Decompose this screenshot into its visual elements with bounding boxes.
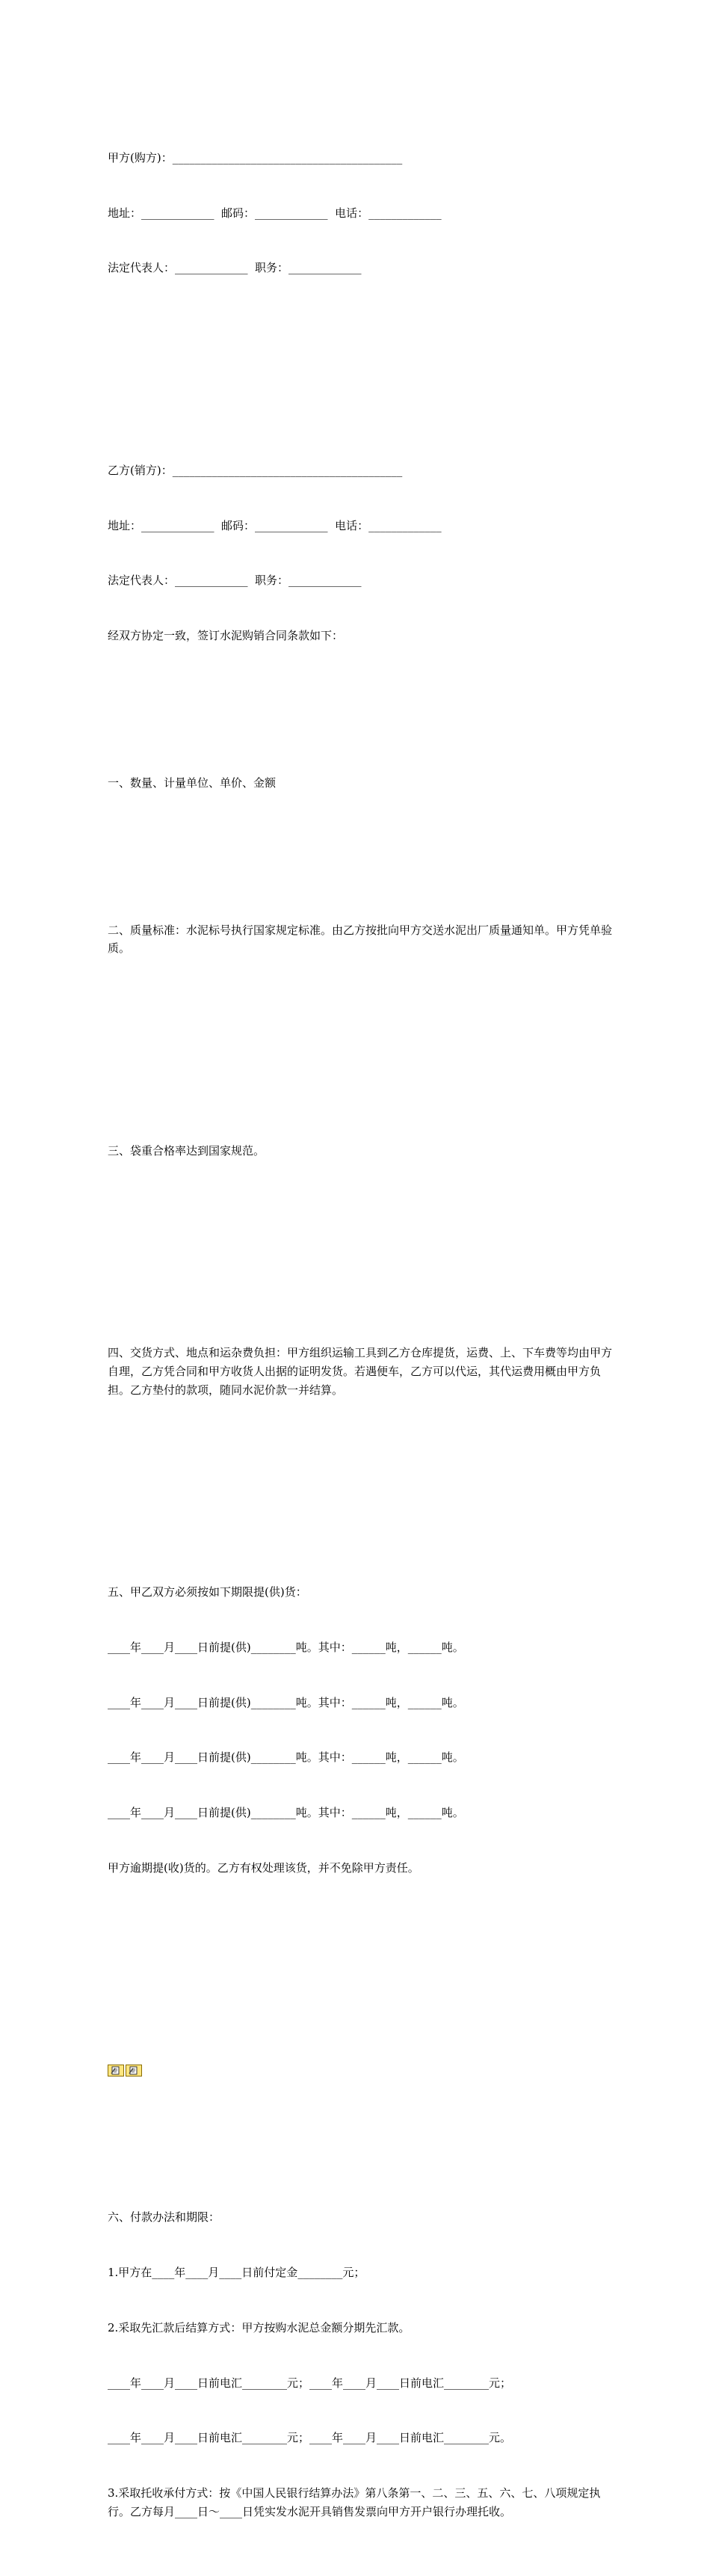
clause-5-row: ____年____月____日前提(供)________吨。其中：______吨，______吨。 — [108, 1806, 464, 1820]
clause-6-item-3: 3.采取托收承付方式：按《中国人民银行结算办法》第八条第一、二、三、五、六、七、八项规定执行。乙方每月____日～____日凭实发水泥开具销售发票向甲方开户银行办理托收。 — [108, 2486, 601, 2518]
party-b-address-line: 地址：_____________ 邮码：_____________ 电话：_____________ — [108, 518, 442, 532]
clause-1: 一、数量、计量单位、单价、金额 — [108, 775, 277, 790]
clause-4: 四、交货方式、地点和运杂费负担：甲方组织运输工具到乙方仓库提货，运费、上、下车费等均由甲方自理，乙方凭合同和甲方收货人出据的证明发货。若遇便车，乙方可以代运，其代运费用概由甲方负担。乙方垫付的款项，随同水泥价款一并结算。 — [108, 1346, 613, 1397]
party-b-name-line: 乙方(销方)：_________________________________________ — [108, 463, 403, 477]
contract-intro: 经双方协定一致，签订水泥购销合同条款如下： — [108, 629, 344, 643]
clause-2: 二、质量标准：水泥标号执行国家规定标准。由乙方按批向甲方交送水泥出厂质量通知单。甲方凭单验质。 — [108, 923, 613, 956]
clause-6-item-2-row: ____年____月____日前电汇________元；____年____月____日前电汇________元； — [108, 2376, 512, 2390]
clause-3: 三、袋重合格率达到国家规范。 — [108, 1143, 265, 1158]
clause-6-title: 六、付款办法和期限： — [108, 2210, 220, 2225]
document-icon[interactable] — [108, 2065, 124, 2077]
clause-5-title: 五、甲乙双方必须按如下期限提(供)货： — [108, 1585, 307, 1599]
party-a-name-line: 甲方(购方)：_________________________________________ — [108, 150, 403, 165]
clause-5-row: ____年____月____日前提(供)________吨。其中：______吨，______吨。 — [108, 1750, 464, 1765]
clause-5-note: 甲方逾期提(收)货的。乙方有权处理该货，并不免除甲方责任。 — [108, 1861, 419, 1875]
party-a-representative-line: 法定代表人：_____________ 职务：_____________ — [108, 261, 362, 275]
clause-5-row: ____年____月____日前提(供)________吨。其中：______吨，______吨。 — [108, 1695, 464, 1709]
contract-body — [108, 93, 616, 2576]
document-icon[interactable] — [126, 2065, 142, 2077]
party-b-representative-line: 法定代表人：_____________ 职务：_____________ — [108, 574, 362, 588]
clause-6-item-1: 1.甲方在____年____月____日前付定金________元； — [108, 2266, 365, 2280]
clause-6-item-2: 2.采取先汇款后结算方式：甲方按购水泥总金额分期先汇款。 — [108, 2320, 410, 2334]
party-a-address-line: 地址：_____________ 邮码：_____________ 电话：_____________ — [108, 206, 442, 220]
clause-6-item-2-row: ____年____月____日前电汇________元；____年____月____日前电汇________元。 — [108, 2431, 512, 2445]
embedded-object-icons — [108, 2062, 616, 2080]
clause-5-row: ____年____月____日前提(供)________吨。其中：______吨，______吨。 — [108, 1640, 464, 1654]
